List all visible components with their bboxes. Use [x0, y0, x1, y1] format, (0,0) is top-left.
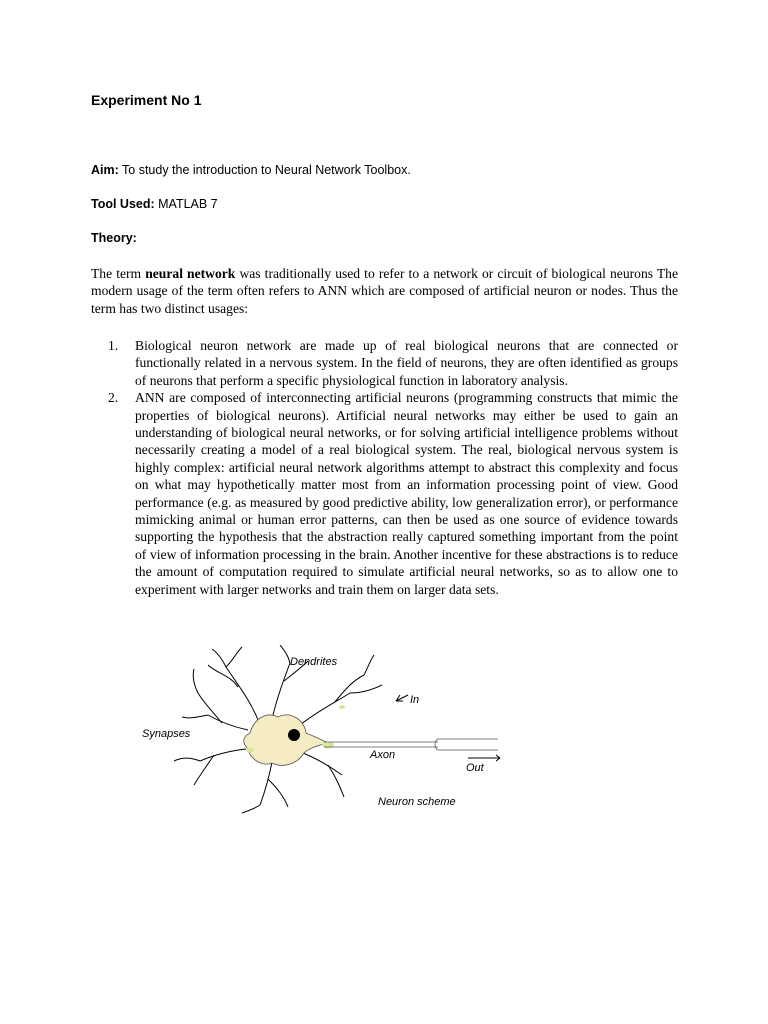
out-label: Out	[466, 762, 484, 774]
theory-heading	[91, 231, 137, 245]
nucleus	[288, 729, 300, 741]
aim-text: To study the introduction to Neural Network Toolbox.	[118, 163, 411, 177]
usage-list	[108, 337, 678, 598]
aim-line	[91, 163, 411, 177]
out-arrow	[468, 755, 500, 761]
soma	[244, 715, 328, 765]
intro-bold-term: neural network	[145, 266, 236, 281]
theory-label: Theory:	[91, 231, 137, 245]
synapse-terminal	[322, 742, 334, 749]
dendrites-label: Dendrites	[290, 656, 338, 668]
axon	[324, 739, 498, 750]
neuron-diagram	[138, 645, 518, 815]
list-item-number: 2.	[108, 390, 119, 406]
synapses-label: Synapses	[142, 728, 191, 740]
list-item	[108, 337, 678, 389]
in-arrow	[396, 695, 408, 701]
tool-text: MATLAB 7	[154, 197, 218, 211]
aim-label: Aim:	[91, 163, 119, 177]
intro-paragraph	[91, 265, 678, 317]
synapse-terminal	[339, 705, 345, 709]
intro-pre: The term	[91, 266, 146, 281]
tool-label: Tool Used:	[91, 197, 155, 211]
tool-line	[91, 197, 218, 211]
page-title: Experiment No 1	[91, 92, 202, 108]
in-label: In	[410, 694, 420, 706]
axon-label: Axon	[370, 749, 396, 761]
list-item-number: 1.	[108, 338, 119, 353]
intro-post: was traditionally used to refer to a network or circuit of biological neurons The modern usage of the term often refers to ANN which are composed of artificial neuron or nodes. Thus the term has two distinct usages:	[91, 266, 678, 316]
synapse-terminal	[246, 748, 254, 753]
list-item-text: ANN are composed of interconnecting artificial neurons (programming constructs that mimic the properties of biological neurons). Artificial neural networks may either be used to gain an understanding of biological neural networks, or for solving artificial intelligence problems without necessarily creating a model of a real biological system. The real, biological nervous system is highly complex: artificial neural network algorithms attempt to abstract this complexity and focus on what may hypothetically matter most from an information processing point of view. Good performance (e.g. as measured by good predictive ability, low generalization error), or performance mimicking animal or human error patterns, can then be used as one source of evidence towards supporting the hypothesis that the abstraction really captured something important from the point of view of information processing in the brain. Another incentive for these abstractions is to reduce the amount of computation required to simulate artificial neural networks, so as to allow one to experiment with larger networks and train them on larger data sets.	[135, 390, 678, 597]
list-item-text: Biological neuron network are made up of real biological neurons that are connected or functionally related in a nervous system. In the field of neurons, they are often identified as groups of neurons that perform a specific physiological function in laboratory analysis.	[135, 338, 678, 388]
figure-caption: Neuron scheme	[378, 796, 456, 808]
list-item	[108, 389, 678, 598]
